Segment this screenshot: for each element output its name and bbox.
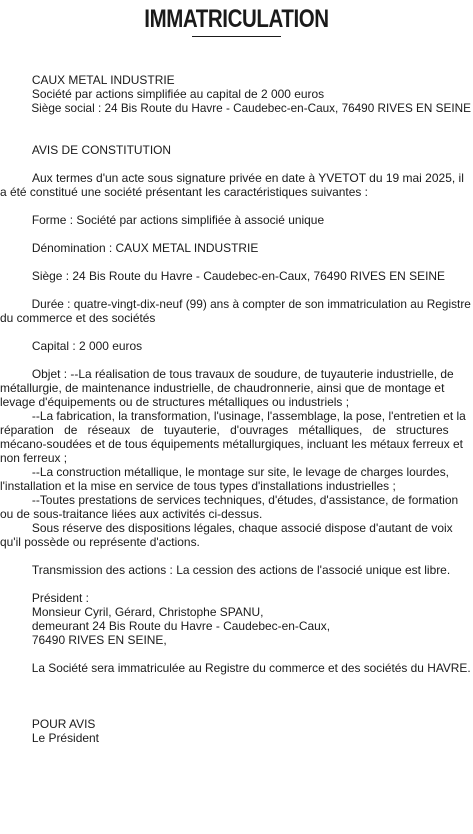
siege-line: Siège : 24 Bis Route du Havre - Caudebec-en-Caux, 76490 RIVES EN SEINE (31, 269, 446, 283)
intro-line: a été constitué une société présentant les caractéristiques suivantes : (0, 185, 368, 199)
objet-line: l'installation et la mise en service de tous types d'installations industrielles ; (0, 479, 396, 493)
president-line: demeurant 24 Bis Route du Havre - Caudebec-en-Caux, (31, 619, 331, 633)
objet-line: ou de sous-traitance liées aux activités ci-dessus. (0, 507, 263, 521)
company-seat: Siège social : 24 Bis Route du Havre - Caudebec-en-Caux, 76490 RIVES EN SEINE (31, 101, 471, 115)
objet-paragraph (0, 367, 473, 549)
notice-title: AVIS DE CONSTITUTION (31, 143, 172, 157)
title-underline (192, 36, 281, 37)
president-block (0, 591, 473, 647)
intro-line: Aux termes d'un acte sous signature privée en date à YVETOT du 19 mai 2025, il (32, 171, 464, 185)
president-line: Président : (31, 591, 89, 605)
objet-line: Objet : --La réalisation de tous travaux de soudure, de tuyauterie industrielle, de (31, 367, 454, 381)
duree-line: Durée : quatre-vingt-dix-neuf (99) ans à compter de son immatriculation au Registre (31, 297, 471, 311)
objet-line: --Toutes prestations de services techniques, d'études, d'assistance, de formation (31, 493, 459, 507)
company-type: Société par actions simplifiée au capital de 2 000 euros (31, 87, 325, 101)
signature-block (0, 717, 473, 745)
registration-line: La Société sera immatriculée au Registre du commerce et des sociétés du HAVRE. (31, 661, 471, 675)
objet-line: métallurgie, de maintenance industrielle, de chaudronnerie, ainsi que de montage et (0, 381, 445, 395)
denomination-line: Dénomination : CAUX METAL INDUSTRIE (31, 241, 259, 255)
company-header (0, 73, 473, 115)
objet-line: Sous réserve des dispositions légales, chaque associé dispose d'autant de voix (31, 521, 453, 535)
objet-line: levage d'équipements ou de structures métalliques ou industriels ; (0, 395, 350, 409)
objet-line: mécano-soudées et de tous équipements métallurgiques, incluant les métaux ferreux et (0, 437, 463, 451)
intro-paragraph (0, 171, 473, 199)
duree-paragraph (0, 297, 473, 325)
objet-line: réparation de réseaux de tuyauterie, d'ouvrages métalliques, de structures (0, 423, 449, 437)
president-line: 76490 RIVES EN SEINE, (31, 633, 167, 647)
company-name: CAUX METAL INDUSTRIE (31, 73, 175, 87)
page-title: IMMATRICULATION (144, 5, 329, 33)
transmission-line: Transmission des actions : La cession des actions de l'associé unique est libre. (31, 563, 451, 577)
duree-line: du commerce et des sociétés (0, 311, 156, 325)
president-line: Monsieur Cyril, Gérard, Christophe SPANU, (31, 605, 264, 619)
objet-line: --La construction métallique, le montage sur site, le levage de charges lourdes, (31, 465, 449, 479)
signature-line: Le Président (31, 731, 99, 745)
signature-line: POUR AVIS (31, 717, 96, 731)
forme-line: Forme : Société par actions simplifiée à associé unique (31, 213, 325, 227)
capital-line: Capital : 2 000 euros (31, 339, 143, 353)
objet-line: qu'il possède ou représente d'actions. (0, 535, 200, 549)
objet-line: --La fabrication, la transformation, l'usinage, l'assemblage, la pose, l'entretien et la (31, 409, 466, 423)
objet-line: non ferreux ; (0, 451, 68, 465)
legal-notice (0, 73, 473, 745)
